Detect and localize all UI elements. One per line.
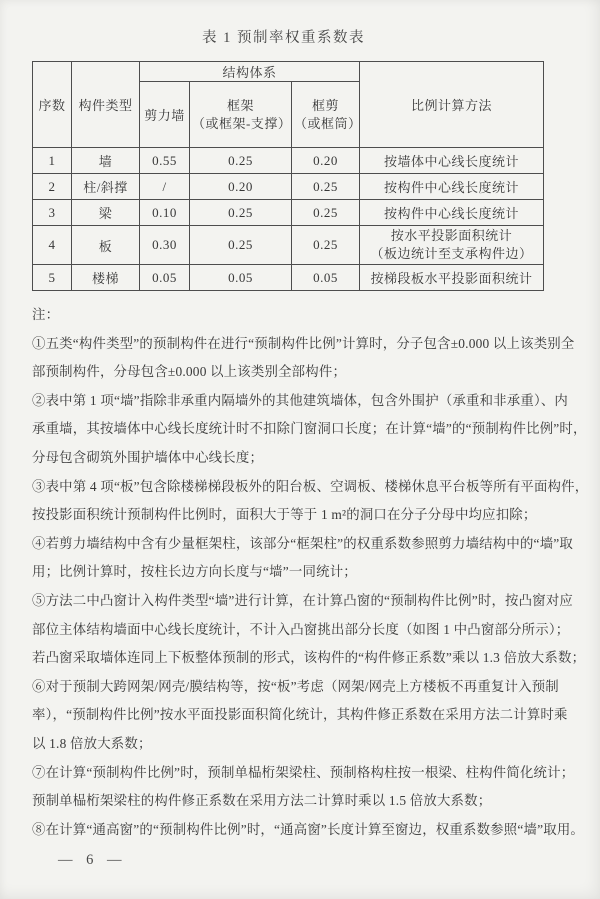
table-row (33, 174, 544, 200)
note-7-line: 预制单榀桁架梁柱的构件修正系数在采用方法二计算时乘以 1.5 倍放大系数； (32, 793, 492, 809)
cell-seq: 1 (33, 148, 72, 174)
col-header-frame-shear-line2: （或框筒） (294, 115, 362, 131)
cell-frame-shear: 0.25 (292, 174, 360, 200)
note-4-line: 用；比例计算时，按柱长边方向长度与“墙”一同统计； (32, 564, 357, 580)
cell-method (360, 226, 544, 265)
cell-method-line1: 按水平投影面积统计 (390, 228, 513, 243)
cell-type: 柱/斜撑 (72, 174, 140, 200)
cell-method: 按构件中心线长度统计 (360, 200, 544, 226)
cell-method: 按墙体中心线长度统计 (360, 148, 544, 174)
col-header-structural-system: 结构体系 (140, 62, 360, 82)
note-5-line: 部位主体结构墙面中心线长度统计，不计入凸窗挑出部分长度（如图 1 中凸窗部分所示）； (32, 621, 570, 637)
note-5-line: ⑤方法二中凸窗计入构件类型“墙”进行计算，在计算凸窗的“预制构件比例”时，按凸窗对应 (32, 592, 574, 608)
col-header-method: 比例计算方法 (360, 62, 544, 148)
notes-section (32, 301, 589, 844)
col-header-frame-line1: 框架 (226, 97, 254, 113)
note-6-line: 率），“预制构件比例”按水平面投影面积简化统计，其构件修正系数在采用方法二计算时乘 (32, 707, 568, 723)
cell-type: 墙 (72, 148, 140, 174)
cell-shear-wall: 0.05 (140, 265, 190, 291)
note-3-line: ③表中第 4 项“板”包含除楼梯梯段板外的阳台板、空调板、楼梯休息平台板等所有平面构件， (32, 478, 589, 494)
cell-frame: 0.25 (190, 148, 292, 174)
cell-shear-wall: 0.10 (140, 200, 190, 226)
note-2-line: ②表中第 1 项“墙”指除非承重内隔墙外的其他建筑墙体，包含外围护（承重和非承重）、内 (32, 392, 569, 408)
cell-seq: 5 (33, 265, 72, 291)
cell-frame-shear: 0.05 (292, 265, 360, 291)
note-1-line: ①五类“构件类型”的预制构件在进行“预制构件比例”计算时，分子包含±0.000 以上该类别全 (32, 335, 575, 351)
col-header-shear-wall: 剪力墙 (140, 82, 190, 148)
cell-method: 按梯段板水平投影面积统计 (360, 265, 544, 291)
table-header-row-1 (33, 62, 544, 82)
cell-seq: 4 (33, 226, 72, 265)
note-3-line: 按投影面积统计预制构件比例时，面积大于等于 1 m²的洞口在分子分母中均应扣除； (32, 507, 537, 523)
page-number: — 6 — (58, 852, 127, 869)
prefab-weight-coefficient-table (32, 61, 544, 291)
note-1-line: 部预制构件，分母包含±0.000 以上该类别全部构件； (32, 364, 347, 380)
cell-shear-wall: 0.30 (140, 226, 190, 265)
col-header-frame-shear-line1: 框剪 (311, 97, 339, 113)
notes-label: 注： (32, 307, 60, 322)
cell-seq: 2 (33, 174, 72, 200)
note-5-line: 若凸窗采取墙体连同上下板整体预制的形式，该构件的“构件修正系数”乘以 1.3 倍放大系数； (32, 650, 586, 666)
cell-frame-shear: 0.20 (292, 148, 360, 174)
cell-seq: 3 (33, 200, 72, 226)
cell-method-line2: （板边统计至支承构件边） (370, 246, 533, 261)
cell-type: 楼梯 (72, 265, 140, 291)
cell-frame-shear: 0.25 (292, 200, 360, 226)
table-row (33, 265, 544, 291)
cell-frame-shear: 0.25 (292, 226, 360, 265)
table-row (33, 226, 544, 265)
note-2-line: 分母包含砌筑外围护墙体中心线长度； (32, 449, 264, 465)
cell-frame: 0.25 (190, 200, 292, 226)
note-6-line: 以 1.8 倍放大系数； (32, 735, 152, 751)
table-row (33, 200, 544, 226)
cell-frame: 0.20 (190, 174, 292, 200)
page-title: 表 1 预制率权重系数表 (202, 30, 365, 46)
cell-method: 按构件中心线长度统计 (360, 174, 544, 200)
cell-shear-wall: / (140, 174, 190, 200)
cell-type: 板 (72, 226, 140, 265)
cell-type: 梁 (72, 200, 140, 226)
col-header-component-type: 构件类型 (72, 62, 140, 148)
cell-frame: 0.25 (190, 226, 292, 265)
note-7-line: ⑦在计算“预制构件比例”时，预制单榀桁架梁柱、预制格构柱按一根梁、柱构件简化统计； (32, 764, 575, 780)
col-header-frame (190, 82, 292, 148)
note-8-line: ⑧在计算“通高窗”的“预制构件比例”时，“通高窗”长度计算至窗边，权重系数参照“墙”取用。 (32, 821, 584, 837)
col-header-frame-shear (292, 82, 360, 148)
cell-shear-wall: 0.55 (140, 148, 190, 174)
cell-frame: 0.05 (190, 265, 292, 291)
note-4-line: ④若剪力墙结构中含有少量框架柱，该部分“框架柱”的权重系数参照剪力墙结构中的“墙”取 (32, 535, 574, 551)
col-header-frame-line2: （或框架-支撑） (192, 115, 292, 131)
col-header-seq: 序数 (33, 62, 72, 148)
table-row (33, 148, 544, 174)
note-6-line: ⑥对于预制大跨网架/网壳/膜结构等，按“板”考虑（网架/网壳上方楼板不再重复计入预制 (32, 678, 559, 694)
note-2-line: 承重墙，其按墙体中心线长度统计时不扣除门窗洞口长度；在计算“墙”的“预制构件比例”时， (32, 421, 587, 437)
